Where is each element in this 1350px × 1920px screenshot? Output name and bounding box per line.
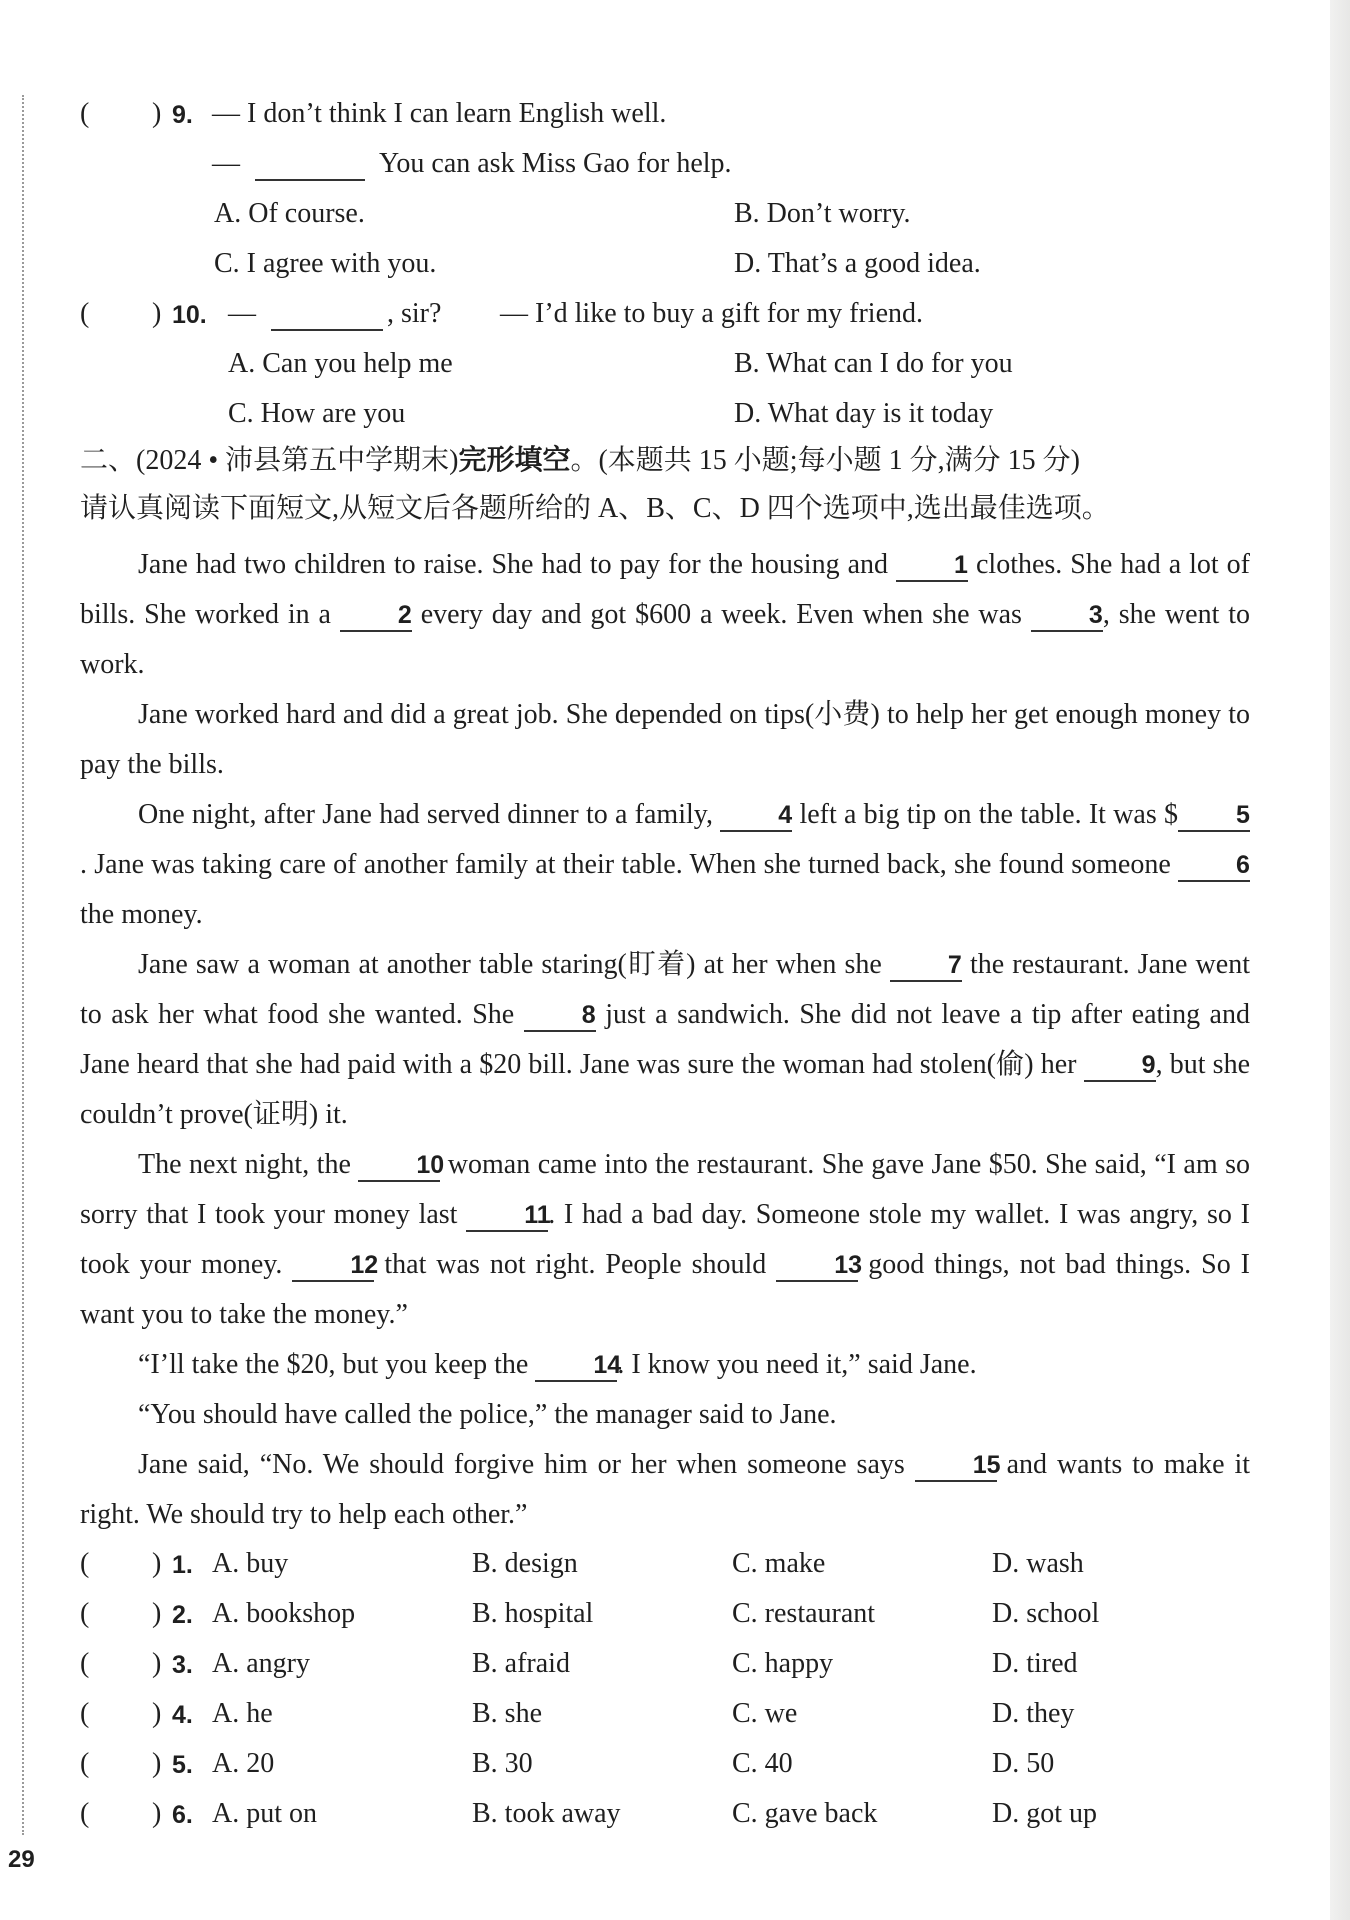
q10-option-c: C. How are you xyxy=(228,398,406,429)
option-a: A. bookshop xyxy=(212,1598,356,1629)
answer-number: 5. xyxy=(172,1751,193,1779)
passage-text: the money. xyxy=(80,899,203,930)
option-b: B. design xyxy=(472,1548,578,1579)
passage-text: woman came into the restaurant. She gave Jane $50. She said, “I am so sorry that I took your money last xyxy=(80,1149,1250,1230)
option-d: D. 50 xyxy=(992,1748,1055,1779)
blank-3: 3 xyxy=(1031,600,1103,632)
passage-text: Jane said, “No. We should forgive him or her when someone says xyxy=(138,1449,915,1480)
option-a: A. he xyxy=(212,1698,273,1729)
answer-paren-close: ) xyxy=(152,1798,162,1829)
option-c: C. restaurant xyxy=(732,1598,876,1629)
passage-text: Jane saw a woman at another table staring(盯着) at her when she xyxy=(138,949,890,980)
q10-option-d: D. What day is it today xyxy=(734,398,994,429)
q9-option-b: B. Don’t worry. xyxy=(734,198,911,229)
q10-option-a: A. Can you help me xyxy=(228,348,453,379)
blank-13: 13 xyxy=(776,1250,858,1282)
passage-text: “I’ll take the $20, but you keep the xyxy=(138,1349,536,1380)
section-heading xyxy=(80,442,1080,479)
q9-option-a: A. Of course. xyxy=(214,198,365,229)
q10-prompt xyxy=(228,296,441,332)
section-note: 。(本题共 15 小题;每小题 1 分,满分 15 分) xyxy=(570,445,1080,476)
passage-text: , she went to work. xyxy=(80,599,1251,680)
q9-prompt: — I don’t think I can learn English well. xyxy=(212,98,667,129)
passage-text: clothes. She had a lot of bills. She worked in a xyxy=(80,549,1250,630)
blank-15: 15 xyxy=(915,1450,997,1482)
option-b: B. 30 xyxy=(472,1748,533,1779)
page-number: 29 xyxy=(8,1846,35,1873)
blank-8: 8 xyxy=(524,1000,596,1032)
passage-text: The next night, the xyxy=(138,1149,359,1180)
passage-text: . I know you need it,” said Jane. xyxy=(617,1349,977,1380)
answer-number: 1. xyxy=(172,1551,193,1579)
option-c: C. make xyxy=(732,1548,826,1579)
answer-paren-close-q10: ) xyxy=(152,298,162,329)
option-d: D. wash xyxy=(992,1548,1084,1579)
passage-text: that was not right. People should xyxy=(374,1249,777,1280)
q9-reply-dash: — xyxy=(212,148,240,179)
passage-paragraph-4 xyxy=(80,940,1250,1140)
q10-option-b: B. What can I do for you xyxy=(734,348,1013,379)
answer-paren-open: ( xyxy=(80,1798,90,1829)
option-a: A. put on xyxy=(212,1798,317,1829)
blank-5: 5 xyxy=(1178,800,1250,832)
answer-paren-open: ( xyxy=(80,1698,90,1729)
q9-reply-text: You can ask Miss Gao for help. xyxy=(378,148,732,179)
passage-paragraph-7: “You should have called the police,” the manager said to Jane. xyxy=(138,1399,837,1430)
q9-blank xyxy=(255,149,365,181)
q9-reply xyxy=(212,146,732,182)
option-d: D. school xyxy=(992,1598,1100,1629)
answer-paren-open: ( xyxy=(80,1748,90,1779)
q10-reply: — I’d like to buy a gift for my friend. xyxy=(500,298,924,329)
passage-paragraph-5 xyxy=(80,1140,1250,1340)
page-edge-shadow xyxy=(1330,0,1350,1920)
answer-paren-open-q9: ( xyxy=(80,98,90,129)
blank-10: 10 xyxy=(358,1150,440,1182)
answer-number: 3. xyxy=(172,1651,193,1679)
blank-2: 2 xyxy=(340,600,412,632)
passage-text: good things, not bad things. So I want you to take the money.” xyxy=(80,1249,1251,1330)
blank-4: 4 xyxy=(720,800,792,832)
q10-blank xyxy=(271,299,383,331)
binding-dotted-line xyxy=(22,95,24,1835)
blank-12: 12 xyxy=(292,1250,374,1282)
q9-option-d: D. That’s a good idea. xyxy=(734,248,981,279)
passage-paragraph-3 xyxy=(80,790,1250,940)
option-c: C. 40 xyxy=(732,1748,793,1779)
option-a: A. angry xyxy=(212,1648,310,1679)
option-d: D. got up xyxy=(992,1798,1097,1829)
q9-option-c: C. I agree with you. xyxy=(214,248,437,279)
answer-paren-open-q10: ( xyxy=(80,298,90,329)
passage-text: and wants to make it right. We should try to help each other.” xyxy=(80,1449,1250,1530)
answer-paren-open: ( xyxy=(80,1598,90,1629)
question-number-9: 9. xyxy=(172,101,193,129)
blank-11: 11 xyxy=(466,1200,548,1232)
passage-text: left a big tip on the table. It was $ xyxy=(792,799,1178,830)
passage-text: every day and got $600 a week. Even when she was xyxy=(411,599,1031,630)
blank-6: 6 xyxy=(1178,850,1250,882)
passage-text: One night, after Jane had served dinner to a family, xyxy=(138,799,721,830)
answer-number: 4. xyxy=(172,1701,193,1729)
answer-number: 2. xyxy=(172,1601,193,1629)
passage-paragraph-2: Jane worked hard and did a great job. She depended on tips(小费) to help her get enough money to pay the bills. xyxy=(80,699,1250,780)
question-number-10: 10. xyxy=(172,301,207,329)
option-c: C. we xyxy=(732,1698,798,1729)
q10-prompt-text: , sir? xyxy=(387,298,442,329)
blank-14: 14 xyxy=(535,1350,617,1382)
option-b: B. took away xyxy=(472,1798,621,1829)
answer-paren-open: ( xyxy=(80,1648,90,1679)
option-a: A. buy xyxy=(212,1548,289,1579)
option-b: B. hospital xyxy=(472,1598,594,1629)
passage-text: . I had a bad day. Someone stole my wallet. I was angry, so I took your money. xyxy=(80,1199,1250,1280)
passage-text: Jane had two children to raise. She had to pay for the housing and xyxy=(138,549,896,580)
passage-paragraph-1 xyxy=(80,540,1250,690)
passage-text: the restaurant. Jane went to ask her what food she wanted. She xyxy=(80,949,1250,1030)
option-d: D. they xyxy=(992,1698,1075,1729)
option-d: D. tired xyxy=(992,1648,1078,1679)
option-c: C. gave back xyxy=(732,1798,878,1829)
passage-paragraph-6 xyxy=(80,1340,1250,1390)
answer-number: 6. xyxy=(172,1801,193,1829)
option-b: B. afraid xyxy=(472,1648,570,1679)
blank-1: 1 xyxy=(896,550,968,582)
q10-prompt-dash: — xyxy=(228,298,256,329)
answer-paren-close: ) xyxy=(152,1698,162,1729)
option-b: B. she xyxy=(472,1698,542,1729)
section-label: 二、(2024 • 沛县第五中学期末) xyxy=(80,445,459,476)
passage-text: , but she couldn’t prove(证明) it. xyxy=(80,1049,1251,1130)
answer-paren-open: ( xyxy=(80,1548,90,1579)
passage-paragraph-8 xyxy=(80,1440,1250,1540)
blank-7: 7 xyxy=(890,950,962,982)
answer-paren-close-q9: ) xyxy=(152,98,162,129)
blank-9: 9 xyxy=(1084,1050,1156,1082)
answer-paren-close: ) xyxy=(152,1598,162,1629)
answer-paren-close: ) xyxy=(152,1648,162,1679)
option-c: C. happy xyxy=(732,1648,834,1679)
section-instructions: 请认真阅读下面短文,从短文后各题所给的 A、B、C、D 四个选项中,选出最佳选项。 xyxy=(80,493,1110,524)
passage-text: . Jane was taking care of another family at their table. When she turned back, she found someone xyxy=(80,849,1178,880)
answer-paren-close: ) xyxy=(152,1748,162,1779)
option-a: A. 20 xyxy=(212,1748,275,1779)
section-title: 完形填空 xyxy=(458,443,571,476)
answer-paren-close: ) xyxy=(152,1548,162,1579)
passage-text: just a sandwich. She did not leave a tip after eating and Jane heard that she had paid with a $20 bill. Jane was sure the woman had stolen(偷) her xyxy=(80,999,1250,1080)
